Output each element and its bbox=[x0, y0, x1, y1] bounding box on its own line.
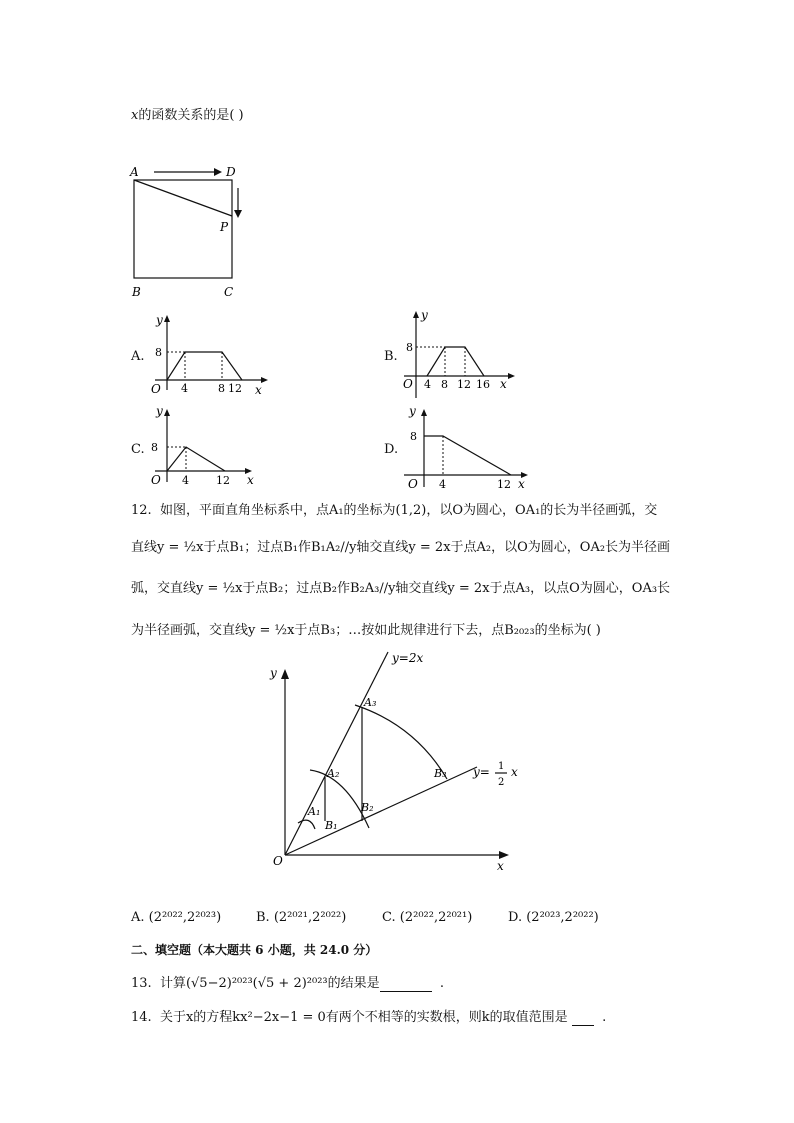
option-b-graph[interactable] bbox=[398, 306, 528, 401]
tick-16: 16 bbox=[476, 378, 490, 391]
label-y-2x: y=2x bbox=[392, 651, 424, 665]
question-number: 13. bbox=[131, 976, 152, 991]
option-d-graph[interactable] bbox=[398, 402, 533, 490]
label-half-num: 1 bbox=[498, 761, 505, 772]
x-label: x bbox=[247, 473, 254, 487]
x-label: x bbox=[255, 383, 262, 397]
choice-text: (2²⁰²²,2²⁰²¹) bbox=[399, 910, 473, 925]
choice-d[interactable] bbox=[508, 910, 599, 925]
y-arrow bbox=[413, 311, 419, 318]
label-b1: B₁ bbox=[325, 819, 338, 832]
label-a: A bbox=[130, 165, 139, 179]
answer-blank[interactable] bbox=[380, 976, 432, 992]
y-label: y bbox=[421, 308, 428, 322]
label-c: C bbox=[224, 285, 234, 299]
option-a-label[interactable]: A. bbox=[131, 349, 145, 364]
label-a1: A₁ bbox=[308, 805, 321, 818]
segment-ap bbox=[134, 180, 232, 216]
q12-line-1 bbox=[131, 499, 657, 518]
tick-4: 4 bbox=[439, 478, 446, 490]
graph-line bbox=[424, 436, 511, 475]
question-number: 14. bbox=[131, 1010, 152, 1025]
tick-8: 8 bbox=[406, 341, 413, 354]
q14 bbox=[131, 1006, 606, 1026]
option-c-label[interactable]: C. bbox=[131, 442, 145, 457]
x-label: x bbox=[497, 859, 504, 873]
section-heading: 二、填空题（本大题共 6 小题，共 24.0 分） bbox=[131, 943, 378, 957]
stem-variable: x bbox=[131, 108, 139, 123]
q13-text: 计算(√5−2)²⁰²³(√5 + 2)²⁰²³的结果是 bbox=[159, 976, 380, 991]
label-b2: B₂ bbox=[361, 801, 374, 814]
label-b: B bbox=[132, 285, 141, 299]
origin-label: O bbox=[151, 382, 161, 396]
label-a3: A₃ bbox=[364, 696, 377, 709]
option-c-graph[interactable] bbox=[145, 402, 265, 490]
choice-letter: B. bbox=[256, 910, 270, 925]
y-arrow bbox=[164, 409, 170, 416]
answer-blank[interactable] bbox=[572, 1010, 594, 1026]
x-arrow bbox=[508, 373, 515, 379]
q12-line-2: 直线y = ½x于点B₁；过点B₁作B₁A₂//y轴交直线y = 2x于点A₂，以O为圆心，OA₂长为半径画 bbox=[131, 540, 671, 555]
origin-label: O bbox=[408, 477, 418, 490]
label-y-half: y= bbox=[473, 765, 490, 779]
x-label: x bbox=[518, 477, 525, 490]
y-arrow bbox=[281, 669, 289, 679]
tick-12: 12 bbox=[497, 478, 511, 490]
choice-text: (2²⁰²³,2²⁰²²) bbox=[526, 910, 599, 925]
y-arrow bbox=[421, 409, 427, 416]
y-label: y bbox=[156, 404, 163, 418]
choice-b[interactable] bbox=[256, 910, 346, 925]
label-half-x: x bbox=[511, 765, 518, 779]
label-half-den: 2 bbox=[498, 777, 505, 788]
tick-4: 4 bbox=[424, 378, 431, 391]
stem-text: 的函数关系的是( ) bbox=[138, 108, 244, 123]
q12-line-3: 弧，交直线y = ½x于点B₂；过点B₂作B₂A₃//y轴交直线y = 2x于点A₃，以点O为圆心，OA₃长 bbox=[131, 581, 671, 596]
arrow-head-right bbox=[214, 168, 222, 176]
tick-8: 8 bbox=[410, 430, 417, 443]
q13 bbox=[131, 972, 444, 992]
tick-8: 8 bbox=[151, 441, 158, 454]
q12-text-1: 如图，平面直角坐标系中，点A₁的坐标为(1,2)，以O为圆心，OA₁的长为半径画弧，交 bbox=[159, 503, 658, 518]
origin-label: O bbox=[273, 854, 283, 868]
square-figure bbox=[120, 160, 260, 305]
y-label: y bbox=[156, 313, 163, 327]
label-p: P bbox=[220, 220, 229, 234]
arrow-head-down bbox=[234, 210, 242, 218]
question-number: 12. bbox=[131, 503, 152, 518]
q12-figure bbox=[265, 645, 530, 875]
q14-tail: . bbox=[602, 1010, 607, 1025]
q13-tail: . bbox=[439, 976, 445, 991]
q12-line-4: 为半径画弧，交直线y = ½x于点B₃；…按如此规律进行下去，点B₂₀₂₃的坐标为( ) bbox=[131, 623, 601, 638]
x-arrow bbox=[499, 851, 509, 859]
tick-8x: 8 bbox=[441, 378, 448, 391]
option-b-label[interactable]: B. bbox=[384, 349, 398, 364]
y-label: y bbox=[270, 666, 277, 680]
graph-line bbox=[427, 347, 484, 376]
tick-12: 12 bbox=[216, 474, 230, 487]
q11-stem bbox=[131, 104, 244, 123]
square-abcd bbox=[134, 180, 232, 278]
arc-a2-b2 bbox=[310, 770, 369, 828]
graph-line bbox=[167, 352, 242, 380]
option-d-label[interactable]: D. bbox=[384, 442, 399, 457]
tick-4: 4 bbox=[182, 474, 189, 487]
origin-label: O bbox=[403, 377, 413, 391]
x-label: x bbox=[500, 377, 507, 391]
origin-label: O bbox=[151, 473, 161, 487]
y-arrow bbox=[164, 315, 170, 322]
y-label: y bbox=[409, 404, 416, 418]
graph-line bbox=[167, 447, 225, 471]
choice-a[interactable] bbox=[131, 910, 221, 925]
option-a-graph[interactable] bbox=[145, 312, 275, 402]
tick-4: 4 bbox=[181, 382, 188, 395]
choice-letter: D. bbox=[508, 910, 523, 925]
tick-8x: 8 bbox=[218, 382, 225, 395]
x-arrow bbox=[261, 377, 268, 383]
label-a2: A₂ bbox=[327, 767, 340, 780]
label-b3: B₃ bbox=[434, 767, 447, 780]
q14-text: 关于x的方程kx²−2x−1 = 0有两个不相等的实数根，则k的取值范围是 bbox=[159, 1010, 568, 1025]
choice-c[interactable] bbox=[382, 910, 472, 925]
choice-text: (2²⁰²²,2²⁰²³) bbox=[148, 910, 222, 925]
tick-12: 12 bbox=[457, 378, 471, 391]
choice-text: (2²⁰²¹,2²⁰²²) bbox=[273, 910, 347, 925]
tick-8: 8 bbox=[155, 346, 162, 359]
tick-12: 12 bbox=[228, 382, 242, 395]
choice-letter: A. bbox=[131, 910, 145, 925]
choice-letter: C. bbox=[382, 910, 396, 925]
label-d: D bbox=[226, 165, 236, 179]
